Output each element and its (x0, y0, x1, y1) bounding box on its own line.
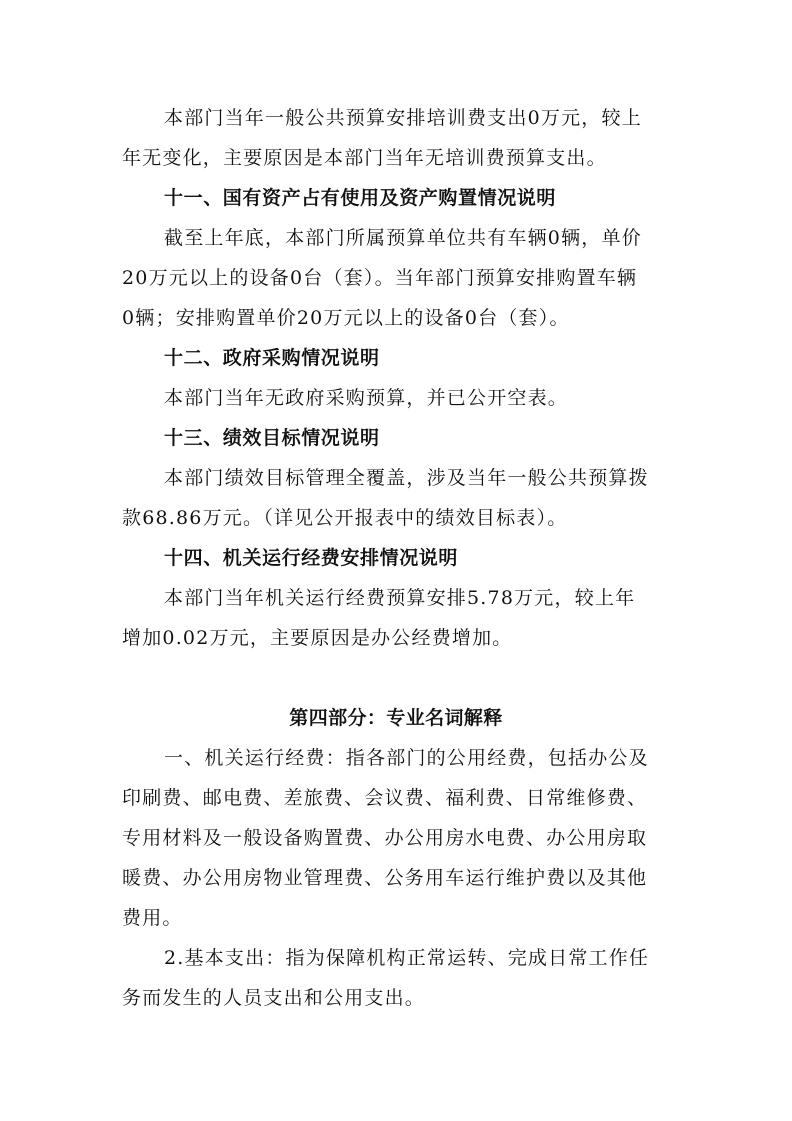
paragraph-line-assets-end: 0辆；安排购置单价20万元以上的设备0台（套）。 (122, 307, 570, 329)
paragraph-line-assets: 截至上年底，本部门所属预算单位共有车辆0辆，单价 (164, 227, 642, 249)
paragraph-line-procurement: 本部门当年无政府采购预算，并已公开空表。 (164, 387, 569, 409)
section-heading-state-assets: 十一、国有资产占有使用及资产购置情况说明 (164, 187, 557, 209)
paragraph-line-training-expense-continued: 年无变化，主要原因是本部门当年无培训费预算支出。 (122, 147, 607, 169)
definition-line-operating-expenses-list-2: 专用材料及一般设备购置费、办公用房水电费、办公用房取 (122, 827, 648, 849)
paragraph-line-performance-continued: 款68.86万元。（详见公开报表中的绩效目标表）。 (122, 507, 568, 529)
paragraph-line-operating-expenses: 本部门当年机关运行经费预算安排5.78万元，较上年 (164, 587, 636, 609)
definition-line-operating-expenses-end: 费用。 (122, 907, 183, 929)
section-heading-government-procurement: 十二、政府采购情况说明 (164, 347, 380, 369)
paragraph-line-assets-continued: 20万元以上的设备0台（套）。当年部门预算安排购置车辆 (122, 267, 638, 289)
paragraph-line-training-expense: 本部门当年一般公共预算安排培训费支出0万元，较上 (164, 107, 642, 129)
section-heading-performance-targets: 十三、绩效目标情况说明 (164, 427, 380, 449)
definition-line-operating-expenses: 一、机关运行经费：指各部门的公用经费，包括办公及 (164, 747, 649, 769)
part-four-heading: 第四部分：专业名词解释 (289, 707, 503, 729)
definition-line-basic-expenditure: 2.基本支出：指为保障机构正常运转、完成日常工作任 (164, 947, 650, 969)
paragraph-line-performance: 本部门绩效目标管理全覆盖，涉及当年一般公共预算拨 (164, 467, 649, 489)
definition-line-operating-expenses-list-1: 印刷费、邮电费、差旅费、会议费、福利费、日常维修费、 (122, 787, 648, 809)
definition-line-operating-expenses-list-3: 暖费、办公用房物业管理费、公务用车运行维护费以及其他 (122, 867, 648, 889)
paragraph-line-operating-expenses-continued: 增加0.02万元，主要原因是办公经费增加。 (122, 627, 513, 649)
section-heading-operating-expenses: 十四、机关运行经费安排情况说明 (164, 547, 459, 569)
definition-line-basic-expenditure-end: 务而发生的人员支出和公用支出。 (122, 987, 426, 1009)
